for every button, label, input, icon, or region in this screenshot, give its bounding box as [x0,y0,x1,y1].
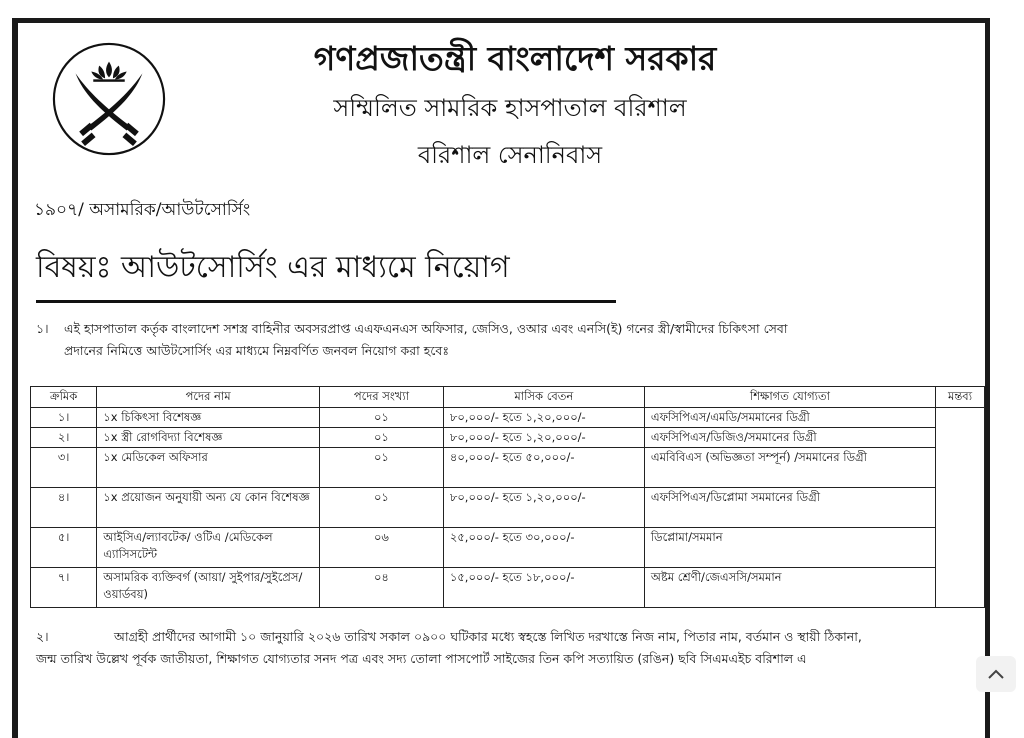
cell-serial: ৪। [31,488,97,528]
table-row [31,408,985,428]
cell-remarks [936,408,985,608]
cell-serial: ২। [31,428,97,448]
cell-post-count: ০৪ [320,568,444,608]
government-title: গণপ্রজাতন্ত্রী বাংলাদেশ সরকার [313,39,717,78]
cell-qualification: এফসিপিএস/এমডি/সমমানের ডিগ্রী [644,408,935,428]
army-emblem-icon [50,40,168,158]
cell-post-name: ১x মেডিকেল অফিসার [97,448,320,488]
cell-salary: ১৫,০০০/- হতে ১৮,০০০/- [443,568,644,608]
table-row [31,488,985,528]
cell-post-name: ১x স্ত্রী রোগবিদ্যা বিশেষজ্ঞ [97,428,320,448]
cell-post-count: ০৬ [320,528,444,568]
cell-salary: ৮০,০০০/- হতে ১,২০,০০০/- [443,428,644,448]
cell-serial: ৭। [31,568,97,608]
paragraph-number: ১। [36,321,49,336]
scroll-to-top-button[interactable] [976,656,1016,692]
cell-post-name: ১x প্রয়োজন অনুযায়ী অন্য যে কোন বিশেষজ্ঞ [97,488,320,528]
table-row [31,428,985,448]
cantonment-name: বরিশাল সেনানিবাস [417,141,603,169]
cell-salary: ৮০,০০০/- হতে ১,২০,০০০/- [443,488,644,528]
cell-qualification: এমবিবিএস (অভিজ্ঞতা সম্পূর্ন) /সমমানের ডিগ্রী [644,448,935,488]
header-monthly-salary: মাসিক বেতন [443,387,644,408]
cell-serial: ১। [31,408,97,428]
paragraph-number: ২। [36,629,49,644]
table-row [31,568,985,608]
header-post-name: পদের নাম [97,387,320,408]
chevron-up-icon [987,668,1005,680]
header-remarks: মন্তব্য [936,387,985,408]
cell-salary: ৪০,০০০/- হতে ৫০,০০০/- [443,448,644,488]
cell-serial: ৫। [31,528,97,568]
reference-number: ১৯০৭/ অসামরিক/আউটসোর্সিং [34,200,251,220]
table-row [31,448,985,488]
cell-post-name: আইসিএ/ল্যাবটেক/ ওটিএ /মেডিকেল এ্যাসিসটেন্ট [97,528,320,568]
table-row [31,528,985,568]
header-post-count: পদের সংখ্যা [320,387,444,408]
cell-salary: ২৫,০০০/- হতে ৩০,০০০/- [443,528,644,568]
cell-qualification: এফসিপিএস/ডিজিও/সমমানের ডিগ্রী [644,428,935,448]
hospital-name: সম্মিলিত সামরিক হাসপাতাল বরিশাল [333,94,687,122]
cell-post-name: ১x চিকিৎসা বিশেষজ্ঞ [97,408,320,428]
header-serial: ক্রমিক [31,387,97,408]
table-header-row [31,387,985,408]
header-qualification: শিক্ষাগত যোগ্যতা [644,387,935,408]
cell-serial: ৩। [31,448,97,488]
cell-post-count: ০১ [320,448,444,488]
paragraph-text: জন্ম তারিখ উল্লেখ পূর্বক জাতীয়তা, শিক্ষাগত যোগ্যতার সনদ পত্র এবং সদ্য তোলা পাসপোর্ট সাইজের তিন কপি সত্যায়িত (রঙিন) ছবি সিএমএইচ বরিশাল এ [36,651,807,666]
cell-post-count: ০১ [320,488,444,528]
vacancy-table [30,386,985,608]
cell-post-count: ০১ [320,408,444,428]
cell-post-count: ০১ [320,428,444,448]
cell-qualification: ডিপ্লোমা/সমমান [644,528,935,568]
paragraph-text: প্রদানের নিমিত্তে আউটসোর্সিং এর মাধ্যমে নিম্নবর্ণিত জনবল নিয়োগ করা হবেঃ [64,343,449,358]
paragraph-text: আগ্রহী প্রার্থীদের আগামী ১০ জানুয়ারি ২০২৬ তারিখ সকাল ০৯০০ ঘটিকার মধ্যে স্বহস্তে লিখিত দরখাস্তে নিজ নাম, পিতার নাম, বর্তমান ও স্থায়ী ঠিকানা, [114,629,862,644]
cell-post-name: অসামরিক ব্যক্তিবর্গ (আয়া/ সুইপার/সুইপ্রেস/ওয়ার্ডবয়) [97,568,320,608]
cell-qualification: এফসিপিএস/ডিপ্লোমা সমমানের ডিগ্রী [644,488,935,528]
cell-salary: ৮০,০০০/- হতে ১,২০,০০০/- [443,408,644,428]
cell-qualification: অষ্টম শ্রেণী/জেএসসি/সমমান [644,568,935,608]
paragraph-1 [36,318,788,362]
subject-heading: বিষয়ঃ আউটসোর্সিং এর মাধ্যমে নিয়োগ [36,243,616,303]
paragraph-text: এই হাসপাতাল কর্তৃক বাংলাদেশ সশস্ত্র বাহিনীর অবসরপ্রাপ্ত এএফএনএস অফিসার, জেসিও, ওআর এবং এনসি(ই) গনের স্ত্রী/স্বামীদের চিকিৎসা সেবা [64,321,788,336]
paragraph-2 [36,626,862,670]
